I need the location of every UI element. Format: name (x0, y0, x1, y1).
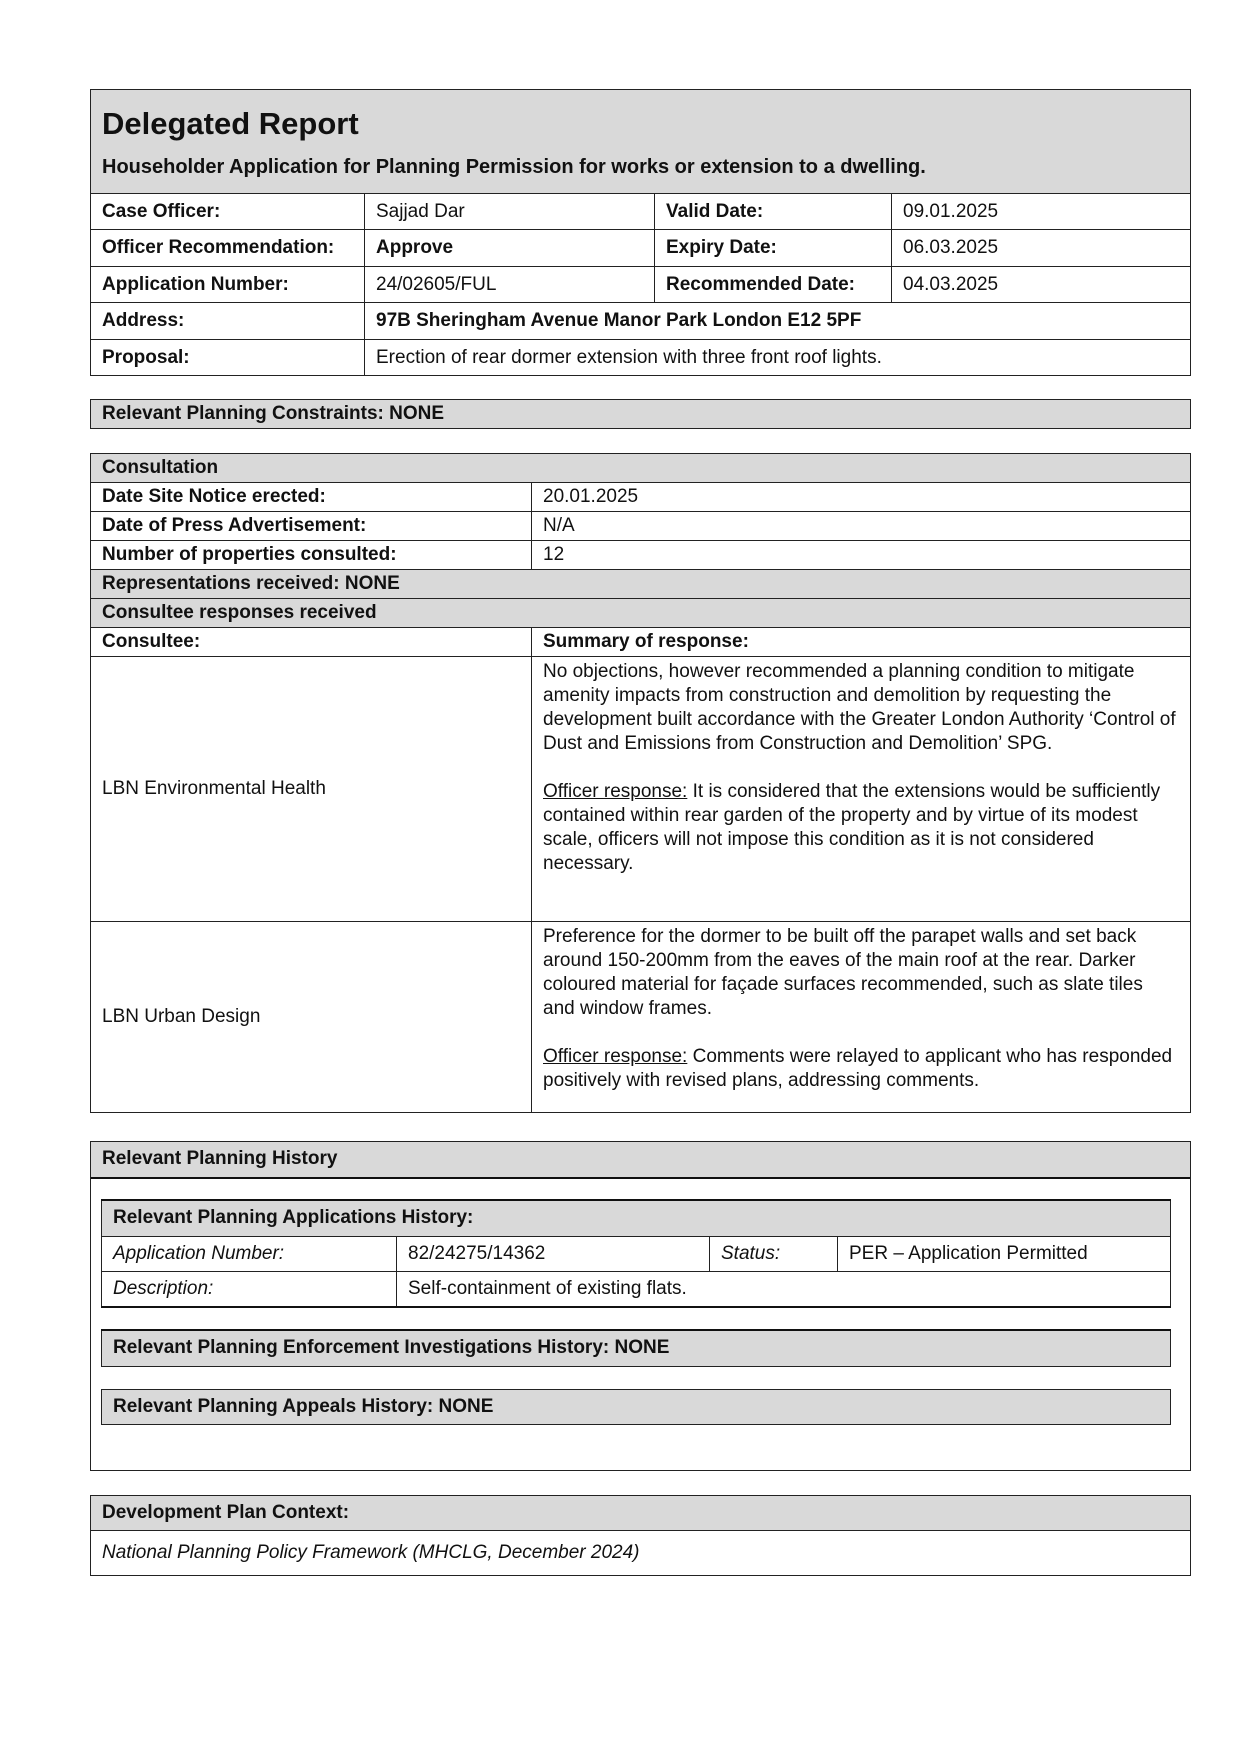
constraints: Relevant Planning Constraints: NONE (102, 403, 445, 424)
app-number-label: Application Number: (102, 273, 289, 295)
consultee: LBN Environmental Health (91, 657, 532, 922)
summary-header: Summary of response: (543, 631, 749, 652)
valid-date: 09.01.2025 (892, 194, 1191, 230)
officer-response-label: Officer response: (543, 1046, 688, 1067)
expiry-date-label: Expiry Date: (666, 237, 777, 258)
recommendation: Approve (376, 237, 454, 258)
app-number: 24/02605/FUL (365, 267, 655, 303)
appeals-table (101, 1389, 1171, 1425)
summary: Preference for the dormer to be built off the parapet walls and set back around 150-200mm from the eaves of the main roof at the rear. Darker coloured material for façade surfaces recommended, such as slate tiles and window frames. (543, 926, 1143, 1019)
press-label: Date of Press Advertisement: (102, 515, 367, 536)
description: Self-containment of existing flats. (397, 1271, 1171, 1307)
development-plan-table (90, 1495, 1191, 1576)
history-title: Relevant Planning History (91, 1142, 1190, 1179)
applications-history-table (101, 1199, 1171, 1308)
description-label: Description: (102, 1271, 397, 1307)
case-officer: Sajjad Dar (365, 194, 655, 230)
consultee-header: Consultee: (102, 631, 201, 652)
consulted-label: Number of properties consulted: (102, 544, 397, 565)
consultation-title: Consultation (102, 457, 219, 478)
status-label: Status: (710, 1236, 838, 1271)
constraints-table (90, 399, 1191, 429)
case-officer-label: Case Officer: (102, 200, 221, 222)
plan-context-title: Development Plan Context: (102, 1502, 350, 1523)
status: PER – Application Permitted (838, 1236, 1171, 1271)
consultation-table (90, 453, 1191, 1113)
enforcement-table (101, 1329, 1171, 1367)
plan-context-item: National Planning Policy Framework (MHCLG, December 2024) (91, 1531, 1191, 1576)
report-details-table (90, 89, 1191, 376)
address-label: Address: (102, 310, 185, 331)
enforcement-history: Relevant Planning Enforcement Investigations History: NONE (113, 1337, 670, 1359)
responses-title: Consultee responses received (102, 602, 377, 623)
table-row (91, 657, 1191, 922)
valid-date-label: Valid Date: (666, 200, 764, 222)
report-title: Delegated Report (102, 106, 359, 141)
recommended-date-label: Recommended Date: (666, 273, 855, 295)
site-notice: 20.01.2025 (532, 483, 1191, 512)
app-number-label: Application Number: (102, 1236, 397, 1271)
table-row (91, 922, 1191, 1113)
officer-response: It is considered that the extensions would be sufficiently contained within rear garden of the property and by virtue of its modest scale, officers will not impose this condition as it is not considered necessary. (543, 781, 1161, 874)
representations: Representations received: NONE (102, 573, 400, 594)
consulted: 12 (532, 541, 1191, 570)
proposal-label: Proposal: (102, 346, 190, 368)
officer-response-label: Officer response: (543, 781, 688, 802)
recommended-date: 04.03.2025 (892, 267, 1191, 303)
summary: No objections, however recommended a planning condition to mitigate amenity impacts from construction and demolition by requesting the development built accordance with the Greater London Authority ‘Control of Dust and Emissions from Construction and Demolition’ SPG. (543, 661, 1176, 754)
recommendation-label: Officer Recommendation: (102, 237, 335, 258)
appeals-history: Relevant Planning Appeals History: NONE (113, 1396, 494, 1417)
app-number: 82/24275/14362 (397, 1236, 710, 1271)
report-subtitle: Householder Application for Planning Permission for works or extension to a dwelling. (102, 156, 926, 178)
consultee: LBN Urban Design (91, 922, 532, 1113)
site-notice-label: Date Site Notice erected: (102, 486, 326, 507)
address: 97B Sheringham Avenue Manor Park London E12 5PF (376, 310, 862, 331)
apps-history-title: Relevant Planning Applications History: (113, 1207, 474, 1229)
expiry-date: 06.03.2025 (892, 230, 1191, 267)
press: N/A (532, 512, 1191, 541)
proposal: Erection of rear dormer extension with three front roof lights. (365, 340, 1191, 376)
officer-response: Comments were relayed to applicant who has responded positively with revised plans, addressing comments. (543, 1046, 1173, 1091)
